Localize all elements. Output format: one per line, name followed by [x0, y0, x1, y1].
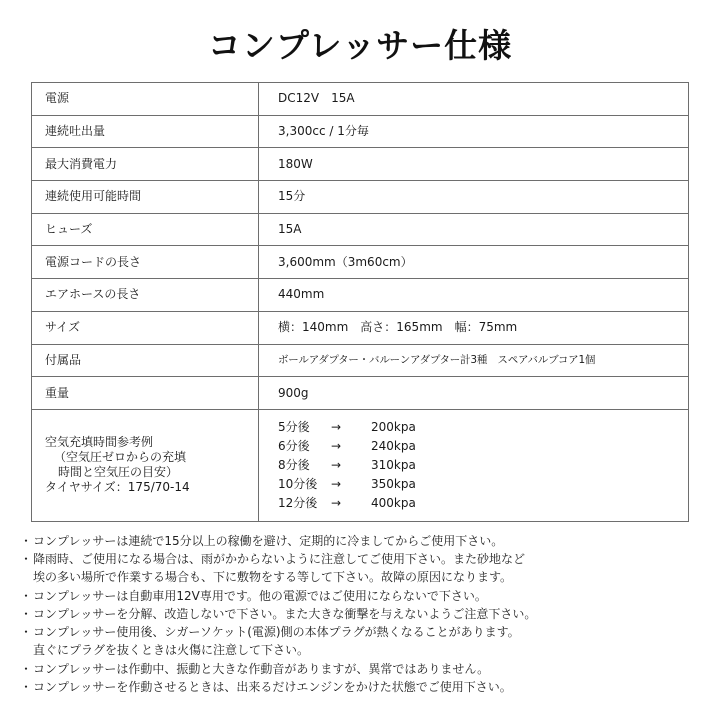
spec-label: 最大消費電力 [32, 148, 259, 181]
bullet: ・ [20, 661, 33, 676]
note-item [20, 678, 700, 696]
bullet: ・ [20, 606, 33, 621]
fill-pressure: 310kpa [371, 457, 416, 472]
page-title: コンプレッサー仕様 [207, 26, 513, 65]
table-row [32, 181, 689, 214]
spec-label: 連続吐出量 [32, 115, 259, 148]
spec-value: 3,600mm（3m60cm） [259, 246, 689, 279]
arrow-right-icon: → [331, 438, 342, 453]
fill-time: 8分後 [278, 457, 310, 472]
table-row [32, 279, 689, 312]
list-item [278, 494, 688, 513]
note-item [20, 605, 700, 623]
note-text: コンプレッサーは作動中、振動と大きな作動音がありますが、異常ではありません。 [33, 661, 490, 676]
arrow-right-icon: → [331, 476, 342, 491]
arrow-right-icon: → [331, 457, 342, 472]
spec-value: 15分 [259, 181, 689, 214]
spec-value: 15A [259, 213, 689, 246]
note-item [20, 587, 700, 605]
note-item [20, 660, 700, 678]
list-item [278, 418, 688, 437]
note-text: コンプレッサー使用後、シガーソケット(電源)側の本体プラグが熱くなることがあります。 [33, 625, 520, 640]
list-item [278, 475, 688, 494]
spec-label: 重量 [32, 377, 259, 410]
note-text: コンプレッサーは連続で15分以上の稼働を避け、定期的に冷ましてからご使用下さい。 [33, 534, 504, 548]
note-item [20, 623, 700, 659]
fill-label-line: タイヤサイズ：175/70-14 [45, 480, 190, 495]
arrow-right-icon: → [331, 419, 342, 434]
bullet: ・ [20, 552, 33, 567]
note-item [20, 532, 700, 550]
bullet: ・ [20, 679, 33, 694]
spec-label: 連続使用可能時間 [32, 181, 259, 214]
spec-value: 900g [259, 377, 689, 410]
spec-label: 電源 [32, 83, 259, 116]
spec-label: 付属品 [32, 344, 259, 377]
spec-value: 横：140mm 高さ：165mm 幅：75mm [259, 311, 689, 344]
note-item [20, 550, 700, 586]
spec-table [31, 82, 689, 522]
spec-value: 180W [259, 148, 689, 181]
list-item [278, 437, 688, 456]
table-row [32, 311, 689, 344]
note-text: コンプレッサーを作動させるときは、出来るだけエンジンをかけた状態でご使用下さい。 [33, 679, 512, 694]
table-row [32, 377, 689, 410]
fill-time-values [259, 409, 689, 521]
table-row [32, 246, 689, 279]
fill-label-line: （空気圧ゼロからの充填 [54, 450, 187, 465]
fill-pressure: 400kpa [371, 495, 416, 510]
fill-time-label [32, 409, 259, 521]
fill-pressure: 240kpa [371, 438, 416, 453]
note-text: 降雨時、ご使用になる場合は、雨がかからないように注意してご使用下さい。また砂地など [33, 552, 526, 567]
spec-label: サイズ [32, 311, 259, 344]
list-item [278, 456, 688, 475]
table-row [32, 344, 689, 377]
table-row [32, 83, 689, 116]
fill-label-line: 時間と空気圧の目安） [58, 465, 179, 480]
note-text: コンプレッサーを分解、改造しないで下さい。また大きな衝撃を与えないようご注意下さい。 [33, 606, 537, 621]
fill-time-list [278, 418, 688, 513]
spec-value: ボールアダプター・バルーンアダプター計3種 スペアバルブコア1個 [259, 344, 689, 377]
note-text-continued: 埃の多い場所で作業する場合も、下に敷物をする等して下さい。故障の原因になります。 [33, 570, 513, 585]
caution-notes [20, 532, 700, 696]
spec-label: エアホースの長さ [32, 279, 259, 312]
note-text-continued: 直ぐにプラグを抜くときは火傷に注意して下さい。 [33, 643, 310, 658]
note-text: コンプレッサーは自動車用12V専用です。他の電源ではご使用にならないで下さい。 [33, 588, 487, 603]
table-row [32, 213, 689, 246]
spec-value: DC12V 15A [259, 83, 689, 116]
bullet: ・ [20, 534, 33, 548]
fill-time: 5分後 [278, 419, 310, 434]
fill-time: 6分後 [278, 438, 310, 453]
spec-value: 440mm [259, 279, 689, 312]
spec-value: 3,300cc / 1分毎 [259, 115, 689, 148]
arrow-right-icon: → [331, 495, 342, 510]
table-row [32, 115, 689, 148]
fill-time: 12分後 [278, 495, 318, 510]
fill-label-line: 空気充填時間参考例 [45, 435, 154, 450]
spec-label: 電源コードの長さ [32, 246, 259, 279]
fill-pressure: 200kpa [371, 419, 416, 434]
spec-label: ヒューズ [32, 213, 259, 246]
table-row [32, 148, 689, 181]
table-row-fill-times [32, 409, 689, 521]
bullet: ・ [20, 625, 33, 640]
fill-pressure: 350kpa [371, 476, 416, 491]
fill-time: 10分後 [278, 476, 318, 491]
bullet: ・ [20, 588, 33, 603]
